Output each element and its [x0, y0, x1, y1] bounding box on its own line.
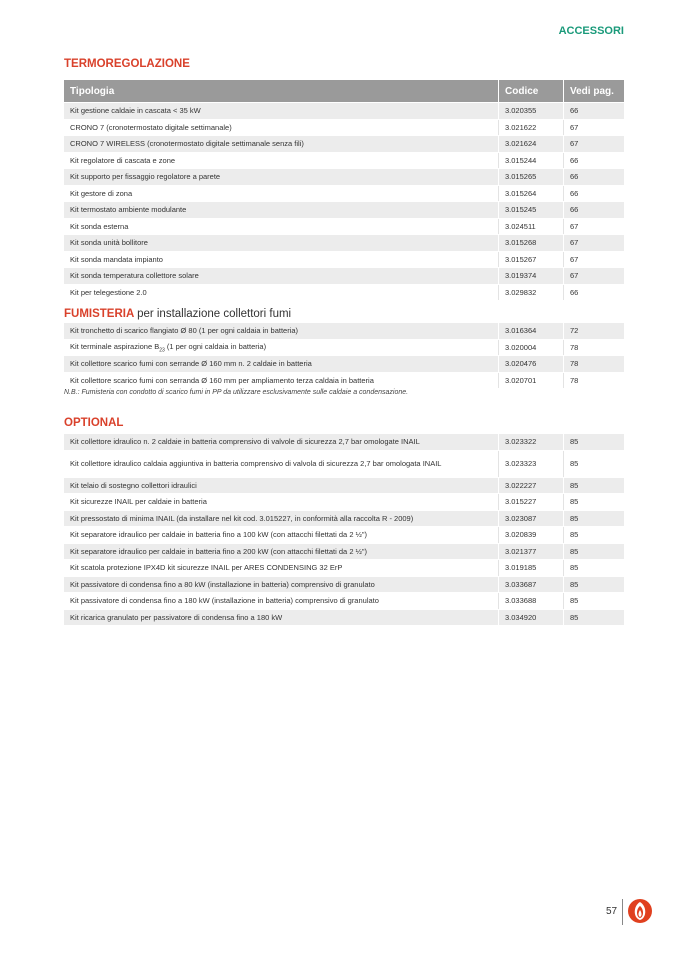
- table-row: [64, 339, 624, 356]
- item-code: 3.015267: [499, 251, 564, 268]
- item-code: 3.015244: [499, 152, 564, 169]
- table-row: [64, 356, 624, 373]
- table-row: [64, 560, 624, 577]
- table-row: [64, 218, 624, 235]
- table-row: [64, 510, 624, 527]
- item-code: 3.020839: [499, 527, 564, 544]
- item-description: Kit collettore scarico fumi con serrande Ø 160 mm n. 2 caldaie in batteria: [64, 356, 499, 373]
- item-page: 78: [564, 356, 625, 373]
- table-row: [64, 251, 624, 268]
- col-tipologia: Tipologia: [64, 80, 499, 103]
- item-code: 3.020355: [499, 103, 564, 120]
- item-page: 67: [564, 235, 625, 252]
- optional-table: [64, 434, 624, 626]
- item-description: Kit regolatore di cascata e zone: [64, 152, 499, 169]
- item-code: 3.015264: [499, 185, 564, 202]
- item-code: 3.023322: [499, 434, 564, 450]
- item-page: 67: [564, 136, 625, 153]
- table-row: [64, 527, 624, 544]
- table-row: [64, 609, 624, 626]
- item-description: Kit ricarica granulato per passivatore di condensa fino a 180 kW: [64, 609, 499, 626]
- item-code: 3.019374: [499, 268, 564, 285]
- item-code: 3.023087: [499, 510, 564, 527]
- item-description: Kit gestione caldaie in cascata < 35 kW: [64, 103, 499, 120]
- table-row: [64, 119, 624, 136]
- table-row: [64, 323, 624, 339]
- item-description: Kit scatola protezione IPX4D kit sicurezze INAIL per ARES CONDENSING 32 ErP: [64, 560, 499, 577]
- item-page: 85: [564, 593, 625, 610]
- item-description: Kit sonda unità bollitore: [64, 235, 499, 252]
- item-page: 66: [564, 185, 625, 202]
- fumisteria-table: [64, 323, 624, 389]
- item-code: 3.024511: [499, 218, 564, 235]
- item-code: 3.016364: [499, 323, 564, 339]
- item-code: 3.029832: [499, 284, 564, 301]
- item-description: Kit separatore idraulico per caldaie in batteria fino a 200 kW (con attacchi filettati da 2 ½"): [64, 543, 499, 560]
- item-code: 3.020004: [499, 339, 564, 356]
- table-row: [64, 235, 624, 252]
- table-row: [64, 593, 624, 610]
- item-code: 3.021624: [499, 136, 564, 153]
- item-description: Kit collettore idraulico caldaia aggiuntiva in batteria comprensivo di valvola di sicurezza 2,7 bar omologata INAIL: [64, 450, 499, 477]
- table-row: [64, 372, 624, 389]
- divider: [622, 899, 623, 925]
- page-number: 57: [606, 906, 618, 917]
- item-page: 85: [564, 560, 625, 577]
- item-description: Kit separatore idraulico per caldaie in batteria fino a 100 kW (con attacchi filettati da 2 ½"): [64, 527, 499, 544]
- item-description: Kit termostato ambiente modulante: [64, 202, 499, 219]
- item-code: 3.020701: [499, 372, 564, 389]
- col-codice: Codice: [499, 80, 564, 103]
- fumisteria-note: N.B.: Fumisteria con condotto di scarico fumi in PP da utilizzare esclusivamente sulle caldaie a condensazione.: [64, 389, 409, 396]
- item-description: Kit collettore scarico fumi con serranda Ø 160 mm per ampliamento terza caldaia in batteria: [64, 372, 499, 389]
- section-header: ACCESSORI: [558, 25, 624, 37]
- item-description: Kit pressostato di minima INAIL (da installare nel kit cod. 3.015227, in conformità alla raccolta R - 2009): [64, 510, 499, 527]
- termoregolazione-table: [64, 80, 624, 301]
- table-row: [64, 576, 624, 593]
- item-page: 85: [564, 494, 625, 511]
- termoregolazione-title: TERMOREGOLAZIONE: [64, 58, 190, 70]
- table-row: [64, 477, 624, 494]
- item-page: 66: [564, 103, 625, 120]
- item-code: 3.020476: [499, 356, 564, 373]
- item-page: 85: [564, 450, 625, 477]
- item-description: Kit passivatore di condensa fino a 80 kW (installazione in batteria) comprensivo di granulato: [64, 576, 499, 593]
- item-description: Kit gestore di zona: [64, 185, 499, 202]
- table-row: [64, 103, 624, 120]
- item-description: Kit terminale aspirazione $B_{23}$ (1 per ogni caldaia in batteria): [64, 339, 499, 356]
- table-row: [64, 152, 624, 169]
- item-description: Kit sicurezze INAIL per caldaie in batteria: [64, 494, 499, 511]
- item-code: 3.015265: [499, 169, 564, 186]
- item-code: 3.021377: [499, 543, 564, 560]
- item-page: 66: [564, 202, 625, 219]
- item-code: 3.022227: [499, 477, 564, 494]
- item-description: Kit telaio di sostegno collettori idraulici: [64, 477, 499, 494]
- table-row: [64, 185, 624, 202]
- table-row: [64, 136, 624, 153]
- item-description: Kit sonda esterna: [64, 218, 499, 235]
- item-code: 3.034920: [499, 609, 564, 626]
- item-page: 67: [564, 218, 625, 235]
- item-page: 85: [564, 609, 625, 626]
- item-code: 3.015245: [499, 202, 564, 219]
- item-page: 66: [564, 152, 625, 169]
- item-description: Kit sonda temperatura collettore solare: [64, 268, 499, 285]
- item-description: Kit passivatore di condensa fino a 180 kW (installazione in batteria) comprensivo di granulato: [64, 593, 499, 610]
- brand-logo-icon: [627, 898, 653, 924]
- table-row: [64, 169, 624, 186]
- table-row: [64, 434, 624, 450]
- item-page: 67: [564, 251, 625, 268]
- item-page: 85: [564, 434, 625, 450]
- item-code: 3.033688: [499, 593, 564, 610]
- item-code: 3.019185: [499, 560, 564, 577]
- item-page: 67: [564, 119, 625, 136]
- item-page: 85: [564, 510, 625, 527]
- item-page: 78: [564, 339, 625, 356]
- item-description: Kit sonda mandata impianto: [64, 251, 499, 268]
- col-pagina: Vedi pag.: [564, 80, 625, 103]
- item-page: 85: [564, 543, 625, 560]
- item-code: 3.015268: [499, 235, 564, 252]
- item-page: 66: [564, 169, 625, 186]
- item-code: 3.023323: [499, 450, 564, 477]
- item-page: 66: [564, 284, 625, 301]
- item-page: 85: [564, 527, 625, 544]
- item-page: 72: [564, 323, 625, 339]
- item-page: 85: [564, 576, 625, 593]
- fumisteria-title: FUMISTERIA per installazione collettori fumi: [64, 308, 292, 320]
- table-row: [64, 450, 624, 477]
- item-page: 78: [564, 372, 625, 389]
- item-description: CRONO 7 WIRELESS (cronotermostato digitale settimanale senza fili): [64, 136, 499, 153]
- item-description: CRONO 7 (cronotermostato digitale settimanale): [64, 119, 499, 136]
- table-row: [64, 543, 624, 560]
- table-row: [64, 268, 624, 285]
- table-row: [64, 494, 624, 511]
- item-code: 3.021622: [499, 119, 564, 136]
- item-description: Kit tronchetto di scarico flangiato Ø 80 (1 per ogni caldaia in batteria): [64, 323, 499, 339]
- item-description: Kit supporto per fissaggio regolatore a parete: [64, 169, 499, 186]
- item-code: 3.033687: [499, 576, 564, 593]
- item-description: Kit collettore idraulico n. 2 caldaie in batteria comprensivo di valvole di sicurezza 2,7 bar omologate INAIL: [64, 434, 499, 450]
- item-code: 3.015227: [499, 494, 564, 511]
- item-description: Kit per telegestione 2.0: [64, 284, 499, 301]
- item-page: 85: [564, 477, 625, 494]
- table-row: [64, 284, 624, 301]
- optional-title: OPTIONAL: [64, 417, 124, 429]
- table-row: [64, 202, 624, 219]
- item-page: 67: [564, 268, 625, 285]
